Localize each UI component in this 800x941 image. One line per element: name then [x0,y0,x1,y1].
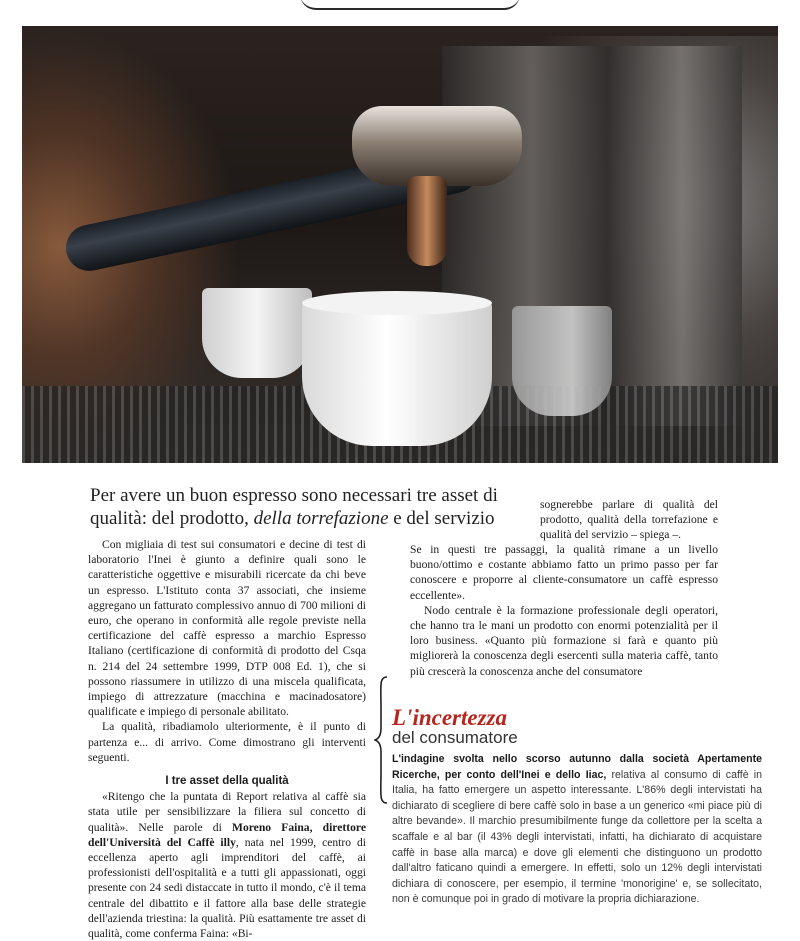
paragraph: sognerebbe parlare di qualità del prodotto, qualità della torrefazione e qualità del servizio – spiega –. [540,498,718,542]
box-body-lead: L'indagine svolta nello scorso autunno dalla società Apertamente Ricerche, per conto dell'Inei e dello Iiac, [392,753,762,781]
box-title: L'incertezza [392,705,507,730]
photo-cup-main [302,301,492,446]
paragraph [88,789,366,941]
box-body [392,752,762,908]
page-top-margin [0,0,800,26]
box-body-text: relativa al consumo di caffè in Italia, ha fatto emergere un aspetto interessante. L'86% degli intervistati ha dichiarato di scegliere di bere caffè solo in base a un generico «mi piace più di altre bevande». Il marchio presumibilmente funge da collettore per la scelta a scaffale e al bar (il 43% degli intervistati, infatti, ha dichiarato di acquistare caffè in base alla marca) e dove gli elementi che distinguono un prodotto dall'altro faticano quindi a emergere. In effetti, solo un 12% degli intervistati dichiara di conoscere, per esempio, il termine 'monorigine' e, se sollecitato, non è comunque poi in grado di motivare la propria dichiarazione. [392,768,763,906]
article-column-right [410,542,718,679]
paragraph-text: , nata nel 1999, centro di eccellenza aperto agli imprenditori del caffè, ai professionisti dell'ospitalità e a tutti gli appassionati, oggi presente con 24 sedi distaccate in tutto il mondo, c'è il tema centrale del dibattito e il fattore alla base delle strategie dell'azienda triestina: la qualità. Più esattamente tre asset di qualità, come conferma Faina: «Bi- [88,835,366,941]
paragraph: Con migliaia di test sui consumatori e decine di test di laboratorio l'Inei è giunto a definire quali sono le caratteristiche oggettive e misurabili ricercate da chi beve un espresso. L'Istituto conta 37 associati, che insieme aggregano un fatturato complessivo annuo di 700 milioni di euro, che operano in conformità alle regole previste nella certificazione del caffè espresso a marchio Espresso Italiano (certificazione di conformità di prodotto del Csqa n. 214 del 24 settembre 1999, DTP 008 Ed. 1), che si possono riassumere in utilizzo di una miscela qualificata, impiego di attrezzature (macchina e macinadosatore) qualificate e impiego di personale abilitato. [88,538,366,719]
headline-part1: Per avere un buon espresso sono necessari tre asset di qualità: del prodotto, [90,485,498,529]
espresso-machine-photo [22,26,778,463]
photo-cup-back [202,288,312,378]
photo-portafilter [352,106,522,186]
photo-cup-right [512,306,612,416]
article-headline [90,484,530,530]
headline-part2: e del servizio [388,508,495,529]
paragraph-bold-name: Moreno Faina, direttore dell'Università del Caffè illy [88,820,366,849]
headline-italic: della torrefazione [253,508,389,529]
paragraph: Se in questi tre passaggi, la qualità rimane a un livello buono/ottimo e costante abbiamo fatto un primo passo per far conoscere e proporre al cliente-consumatore un caffè espresso eccellente». [410,543,718,602]
box-subtitle: del consumatore [392,728,518,747]
article-column-left [88,537,366,941]
paragraph: La qualità, ribadiamolo ulteriormente, è il punto di partenza e... di arrivo. Come dimostrano gli interventi seguenti. [88,720,366,764]
section-subheading: I tre asset della qualità [165,775,289,788]
curly-brace-icon [374,676,388,804]
paragraph: Nodo centrale è la formazione professionale degli operatori, che hanno tra le mani un prodotto con enormi potenzialità per il loro business. «Quanto più formazione si farà e quanto più migliorerà la conoscenza degli esercenti sulla materia caffè, tanto più crescerà la conoscenza anche del consumatore [410,603,718,678]
article-column-right-top [540,497,718,543]
paragraph-text: «Ritengo che la puntata di Report relativa al caffè sia stata utile per sensibilizzare la filiera sul concetto di qualità». Nelle parole di [88,790,366,834]
photo-spout [407,176,447,266]
previous-page-edge [300,0,520,10]
